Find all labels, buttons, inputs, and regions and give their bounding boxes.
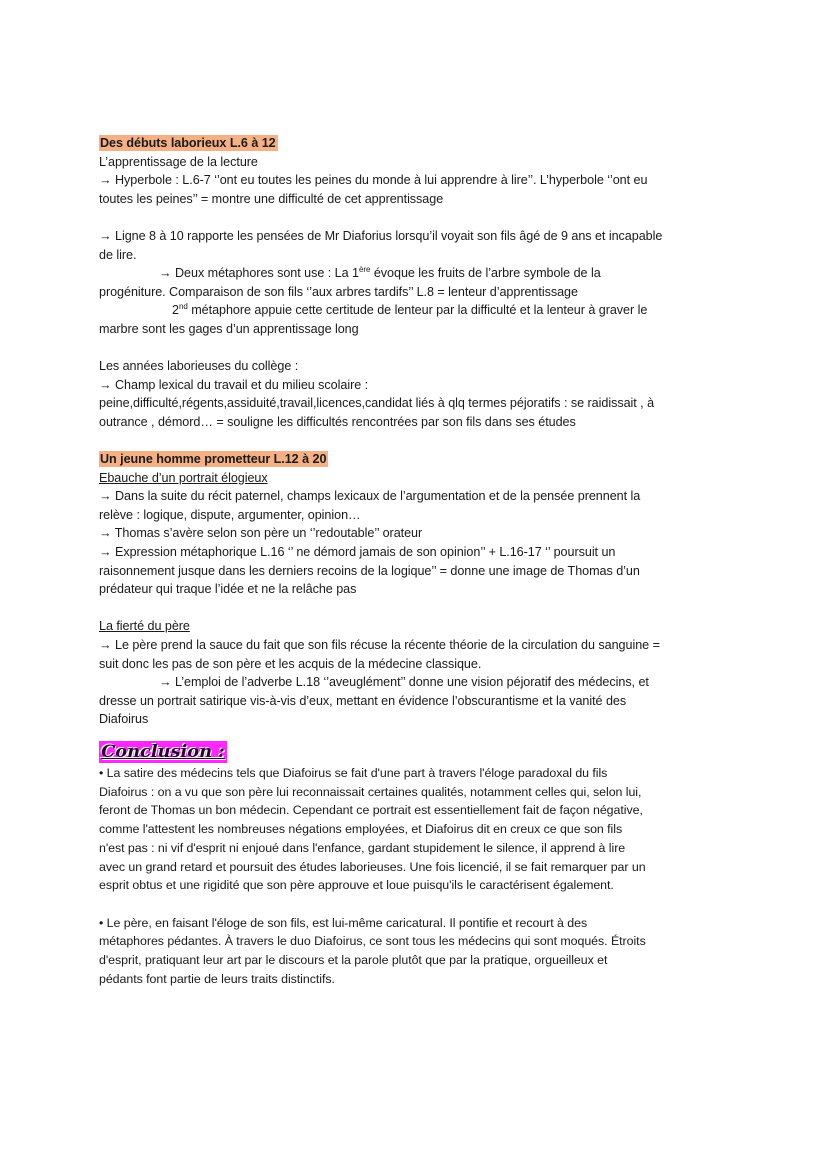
document-body bbox=[99, 134, 739, 988]
paragraph: Les années laborieuses du collège : bbox=[99, 359, 299, 374]
paragraph: → Ligne 8 à 10 rapporte les pensées de Mr Diaforius lorsqu’il voyait son fils âgé de 9 ans et incapable bbox=[99, 228, 663, 243]
paragraph: Diafoirus : on a vu que son père lui reconnaissait certaines qualités, notamment celles qui, selon lui, bbox=[99, 784, 642, 799]
paragraph: marbre sont les gages d’un apprentissage long bbox=[99, 321, 359, 336]
paragraph: métaphores pédantes. À travers le duo Diafoirus, ce sont tous les médecins qui sont moqués. Étroits bbox=[99, 934, 646, 949]
paragraph: outrance , démord… = souligne les difficultés rencontrées par son fils dans ses études bbox=[99, 414, 576, 429]
spacer bbox=[99, 208, 739, 227]
paragraph: • Le père, en faisant l'éloge de son fils, est lui-même caricatural. Il pontifie et recourt à des bbox=[99, 915, 588, 930]
paragraph: → Thomas s’avère selon son père un ‘’redoutable’’ orateur bbox=[99, 526, 423, 541]
heading-highlight: Des débuts laborieux L.6 à 12 bbox=[100, 136, 276, 150]
text-run: évoque les fruits de l’arbre symbole de la bbox=[370, 266, 601, 281]
spacer bbox=[99, 432, 739, 451]
paragraph: • La satire des médecins tels que Diafoirus se fait d'une part à travers l'éloge paradoxal du fils bbox=[99, 766, 608, 780]
paragraph-indented bbox=[99, 301, 739, 320]
paragraph-indented: → L’emploi de l’adverbe L.18 ‘’aveuglément’’ donne une vision péjoratif des médecins, et bbox=[159, 675, 649, 690]
paragraph: n'est pas : ni vif d'esprit ni enjoué dans l'enfance, gardant stupidement le silence, il apprend à lire bbox=[99, 840, 626, 855]
spacer bbox=[99, 895, 739, 914]
superscript: nd bbox=[178, 302, 188, 312]
paragraph: suit donc les pas de son père et les acquis de la médecine classique. bbox=[99, 656, 482, 671]
paragraph: prédateur qui traque l’idée et ne la relâche pas bbox=[99, 582, 357, 597]
paragraph: feront de Thomas un bon médecin. Cependant ce portrait est essentiellement fait de façon négative, bbox=[99, 803, 643, 818]
paragraph: avec un grand retard et poursuit des études laborieuses. Une fois licencié, il se fait remarquer par un bbox=[99, 859, 646, 874]
conclusion-heading: Conclusion : bbox=[99, 741, 227, 763]
paragraph: esprit obtus et une rigidité que son père approuve et loue puisqu'ils le caractérisent également. bbox=[99, 878, 614, 893]
subheading: La fierté du père bbox=[99, 619, 190, 634]
paragraph: Diafoirus bbox=[99, 712, 149, 727]
paragraph: comme l'attestent les nombreuses négations employées, et Diafoirus dit en creux ce que son fils bbox=[99, 822, 623, 837]
paragraph: progéniture. Comparaison de son fils ‘’aux arbres tardifs’’ L.8 = lenteur d’apprentissage bbox=[99, 284, 578, 299]
paragraph: de lire. bbox=[99, 247, 137, 262]
paragraph: d'esprit, pratiquant leur art par le discours et la parole plutôt que par la pratique, orgueilleux et bbox=[99, 952, 608, 967]
subheading: Ebauche d’un portrait élogieux bbox=[99, 470, 268, 485]
paragraph: → Hyperbole : L.6-7 ‘’ont eu toutes les peines du monde à lui apprendre à lire’’. L’hyperbole ‘’ont eu bbox=[99, 173, 648, 188]
paragraph: → Le père prend la sauce du fait que son fils récuse la récente théorie de la circulation du sanguine = bbox=[99, 638, 660, 653]
text-run: métaphore appuie cette certitude de lenteur par la difficulté et la lenteur à graver le bbox=[187, 303, 648, 318]
paragraph: toutes les peines’’ = montre une difficulté de cet apprentissage bbox=[99, 191, 444, 206]
section-heading-debuts bbox=[99, 134, 739, 153]
spacer bbox=[99, 599, 739, 618]
paragraph: peine,difficulté,régents,assiduité,travail,licences,candidat liés à qlq termes péjoratifs : se raidissait , à bbox=[99, 396, 655, 411]
text-run: → Deux métaphores sont use : La 1 bbox=[159, 266, 359, 281]
spacer bbox=[99, 339, 739, 358]
text-run: 2 bbox=[172, 303, 179, 318]
paragraph: dresse un portrait satirique vis-à-vis d’eux, mettant en évidence l’obscurantisme et la vanité des bbox=[99, 693, 627, 708]
paragraph-indented bbox=[99, 264, 739, 283]
paragraph: L’apprentissage de la lecture bbox=[99, 154, 258, 169]
paragraph: raisonnement jusque dans les derniers recoins de la logique’’ = donne une image de Thomas d’un bbox=[99, 563, 640, 578]
heading-highlight: Un jeune homme prometteur L.12 à 20 bbox=[100, 452, 327, 467]
conclusion-heading-row bbox=[99, 741, 739, 763]
paragraph: → Dans la suite du récit paternel, champs lexicaux de l’argumentation et de la pensée prennent la bbox=[99, 489, 641, 504]
paragraph: pédants font partie de leurs traits distinctifs. bbox=[99, 971, 335, 986]
conclusion-body bbox=[99, 764, 739, 988]
paragraph: → Champ lexical du travail et du milieu scolaire : bbox=[99, 377, 369, 392]
paragraph: relève : logique, dispute, argumenter, opinion… bbox=[99, 507, 361, 522]
superscript: ère bbox=[358, 265, 371, 275]
section-heading-prometteur bbox=[99, 450, 739, 469]
paragraph: → Expression métaphorique L.16 ‘’ ne démord jamais de son opinion’’ + L.16-17 ‘’ poursuit un bbox=[99, 545, 616, 560]
